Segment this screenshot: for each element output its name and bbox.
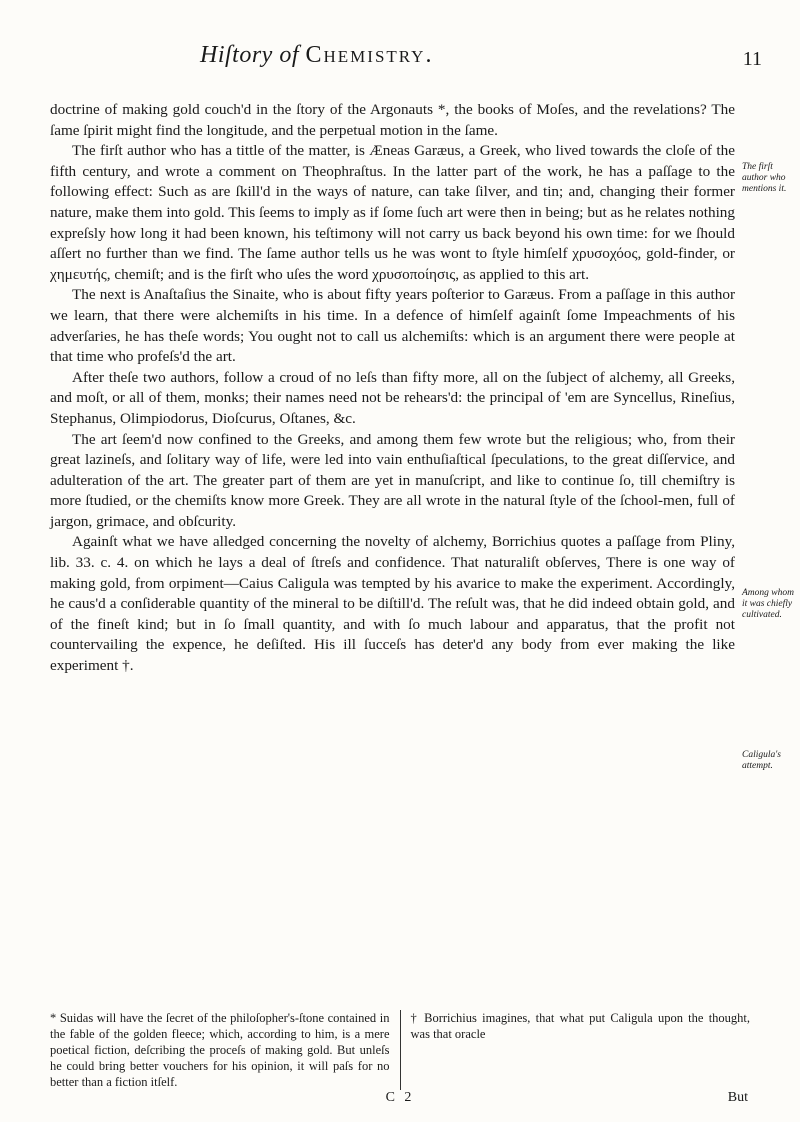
paragraph: Againſt what we have alledged concerning the novelty of alchemy, Borrichius quotes a paſſage from Pliny, lib. 33. c. 4. on which he lays a deal of ſtreſs and confidence. That naturaliſt obſerves, There is one way of making gold, from orpiment—Caius Caligula was tempted by his avarice to make the experiment. Accordingly, he caus'd a conſiderable quantity of the mineral to be diſtill'd. The reſult was, that he did indeed obtain gold, and of the fineſt kind; but in ſo ſmall quantity, and with ſo much labour and apparatus, that the profit not countervailing the expence, he deſiſted. His ill ſucceſs has deter'd any body from ever making the like experiment †.	[50, 533, 735, 675]
footnote: * Suidas will have the ſecret of the philoſopher's-ſtone contained in the fable of the golden fleece; which, according to him, is a mere poetical fiction, deſcribing the proceſs of making gold. But unleſs he could bring better vouchers for his opinion, it will paſs for no better than a fiction itſelf.	[50, 1011, 390, 1089]
footnote-divider	[400, 1010, 401, 1090]
paragraph: After theſe two authors, follow a croud of no leſs than fifty more, all on the ſubject of alchemy, all Greeks, and moſt, or all of them, monks; their names need not be rehears'd: the principal of 'em are Syncellus, Rineſius, Stephanus, Olimpiodorus, Dioſcurus, Oſtanes, &c.	[50, 368, 735, 427]
footnotes	[50, 1010, 750, 1090]
paragraph: The firſt author who has a tittle of the matter, is Æneas Garæus, a Greek, who lived towards the cloſe of the fifth century, and wrote a comment on Theophraſtus. In the latter part of the work, he has a paſſage to the following effect: Such as are ſkill'd in the ways of nature, can take ſilver, and tin; and, changing their former nature, make them into gold. This ſeems to imply as if ſome ſuch art were then in being; but as he relates nothing expreſsly how long it had been known, his teſtimony will not carry us back beyond his own time: for we ſhould aſſert no further than we find. The ſame author tells us he was wont to ſtyle himſelf χρυσοχόος, gold-finder, or χημευτής, chemiſt; and is the firſt who uſes the word χρυσοποίησις, as applied to this art.	[50, 142, 735, 283]
paragraph: The art ſeem'd now confined to the Greeks, and among them few wrote but the religious; who, from their great lazineſs, and ſolitary way of life, were led into vain enthuſiaſtical ſpeculations, to the great diſſervice, and adulteration of the art. The greater part of them are yet in manuſcript, and like to continue ſo, till chemiſtry is more ſtudied, or the chemiſts know more Greek. They are all wrote in the natural ſtyle of the ſchool-men, full of jargon, grimace, and obſcurity.	[50, 430, 735, 530]
running-title: Hiſtory of Chemistry.	[200, 42, 434, 68]
margin-note: Caligula's attempt.	[742, 750, 781, 771]
footnote: † Borrichius imagines, that what put Caligula upon the thought, was that oracle	[410, 1011, 751, 1041]
catchword: But	[727, 1090, 748, 1105]
margin-note: Among whom it was chiefly cultivated.	[742, 588, 794, 620]
signature-mark: C 2	[385, 1090, 415, 1105]
paragraph: doctrine of making gold couch'd in the ſtory of the Argonauts *, the books of Moſes, and the revelations? The ſame ſpirit might find the longitude, and the perpetual motion in the ſame.	[50, 101, 735, 139]
paragraph: The next is Anaſtaſius the Sinaite, who is about fifty years poſterior to Garæus. From a paſſage in this author we learn, that there were alchemiſts in his time. In a defence of himſelf againſt ſome Impeachments of his adverſaries, he has theſe words; You ought not to call us alchemiſts: which is an argument there were people at that time who profeſs'd the art.	[50, 286, 735, 366]
main-text	[50, 100, 735, 677]
margin-note: The firſt author who mentions it.	[742, 162, 787, 194]
running-header	[0, 40, 800, 80]
page-number: 11	[742, 48, 762, 70]
